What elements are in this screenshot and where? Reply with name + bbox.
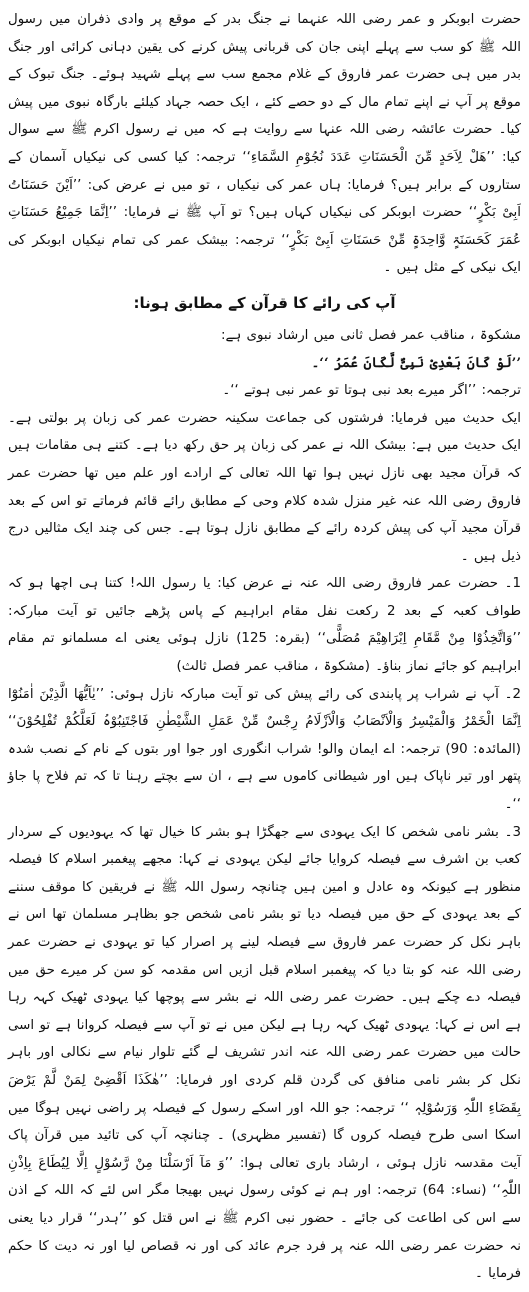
hadith-arabic: ’’لَوْ کَانَ بَعْدِیْ نَبِیٌّ لَّکَانَ عُمَرُ ‘‘۔: [311, 354, 521, 371]
example-item-2: 2۔ آپ نے شراب پر پابندی کی رائے پیش کی تو آیت مبارکہ نازل ہوئی: ’’یٰاَیُّھَا الَّذِیْنَ اٰمَنُوْٓا اِنَّمَا الْخَمْرُ وَالْمَیْسِرُ وَالْاَنْصَابُ وَالْاَزْلَامُ رِجْسٌ مِّنْ عَمَلِ الشَّیْطٰنِ فَاجْتَنِبُوْہُ لَعَلَّکُمْ تُفْلِحُوْنَ‘‘ (المائدہ: 90) ترجمہ: اے ایمان والو! شراب انگوری اور جوا اور بتوں کے نام کے نصب شدہ پتھر اور تیر ناپاک ہیں اور شیطانی کاموں سے ہے ، ان سے بچتے رہنا تا کہ تم فلاح پا جاؤ ‘‘۔: [8, 686, 521, 813]
citation-line: مشکوۃ ، مناقب عمر فصل ثانی میں ارشاد نبوی ہے:: [221, 327, 521, 343]
example-item-1: 1۔ حضرت عمر فاروق رضی اللہ عنہ نے عرض کیا: یا رسول اللہ! کتنا ہی اچھا ہو کہ طواف کعبہ کے بعد 2 رکعت نفل مقام ابراہیم کے پاس پڑھے جائیں تو آیت مبارکہ: ’’وَاتَّخِذُوْا مِنْ مَّقَامِ اِبْرَاھِیْمَ مُصَلًّی‘‘ (بقرہ: 125) نازل ہوئی یعنی اے مسلمانو تم مقام ابراہیم کو جائے نماز بناؤ۔ (مشکوۃ ، مناقب عمر فصل ثالث): [8, 576, 521, 675]
body-paragraph: ایک حدیث میں فرمایا: فرشتوں کی جماعت سکینہ حضرت عمر کی زبان پر بولتی ہے۔ ایک حدیث میں ہے: بیشک اللہ نے عمر کی زبان پر حق رکھ دیا ہے۔ کتنے ہی مقامات ہیں کہ قرآن مجید بھی نازل نہیں ہوا تھا اللہ تعالی کے ارادے اور علم میں تھا حضرت عمر فاروق رضی اللہ عنہ غیر منزل شدہ کلام وحی کے مطابق رائے قائم فرماتے تو اس کے بعد قرآن مجید آپ کی پیش کردہ رائے کے مطابق نازل ہوتا ہے۔ جس کی چند ایک مثالیں درج ذیل ہیں ۔: [8, 410, 521, 564]
section-heading: آپ کی رائے کا قرآن کے مطابق ہونا:: [133, 293, 396, 312]
hadith-translation: ترجمہ: ’’اگر میرے بعد نبی ہوتا تو عمر نبی ہوتے ‘‘۔: [222, 383, 521, 399]
intro-paragraph: حضرت ابوبکر و عمر رضی اللہ عنہما نے جنگ بدر کے موقع پر وادی ذفران میں رسول اللہ ﷺ کو سب سے پہلے اپنی جان کی قربانی پیش کرنے کی یقین دہانی کرائی اور جنگ بدر میں ہی حضرت عمر فاروق کے غلام مجمع سب سے پہلے شہید ہوئے۔ جنگ تبوک کے موقع پر آپ نے اپنے تمام مال کے دو حصے کئے ، ایک حصہ جہاد کیلئے بارگاہ نبوی میں پیش کیا۔ حضرت عائشہ رضی اللہ عنہا سے روایت ہے کہ میں نے رسول اکرم ﷺ سے سوال کیا: ’’ھَلْ لِاَحَدٍ مِّنَ الْحَسَنَاتِ عَدَدَ نُجُوْمِ السَّمَاءِ‘‘ ترجمہ: کیا کسی کی نیکیاں آسمان کے ستاروں کے برابر ہیں؟ فرمایا: ہاں عمر کی نیکیاں ، تو میں نے عرض کی: ’’اَیْنَ حَسَنَاتُ اَبِیْ بَکْرٍ‘‘ حضرت ابوبکر کی نیکیاں کہاں ہیں؟ تو آپ ﷺ نے فرمایا: ’’اِنَّمَا جَمِیْعُ حَسَنَاتِ عُمَرَ کَحَسَنَۃٍ وَّاحِدَۃٍ مِّنْ حَسَنَاتِ اَبِیْ بَکْرٍ‘‘ ترجمہ: بیشک عمر کی تمام نیکیاں ابوبکر کی ایک نیکی کے مثل ہیں ۔: [8, 12, 521, 276]
example-item-3: 3۔ بشر نامی شخص کا ایک یہودی سے جھگڑا ہو بشر کا خیال تھا کہ یہودیوں کے سردار کعب بن اشرف سے فیصلہ کروایا جائے لیکن یہودی نے کہا: مجھے پیغمبر اسلام کا فیصلہ منظور ہے کیونکہ وہ عادل و امین ہیں چنانچہ رسول اللہ ﷺ نے فریقین کا موقف سننے کے بعد یہودی کے حق میں فیصلہ دیا تو بشر نامی شخص جو بظاہر مسلمان تھا اس نے باہر نکل کر حضرت عمر فاروق سے فیصلہ لینے پر اصرار کیا تو یہودی نے حضرت عمر رضی اللہ عنہ کو بتا دیا کہ پیغمبر اسلام قبل ازیں اس مقدمہ کو سن کر میرے حق میں فیصلہ دے چکے ہیں۔ حضرت عمر رضی اللہ نے بشر سے پوچھا کیا یہودی ٹھیک کہہ رہا ہے اس نے کہا: یہودی ٹھیک کہہ رہا ہے لیکن میں نے تو آپ سے فیصلہ کروانا ہے تو اسی حالت میں حضرت عمر رضی اللہ عنہ اندر تشریف لے گئے تلوار نیام سے نکالی اور باہر نکل کر بشر نامی منافق کی گردن قلم کردی اور فرمایا: ’’ھٰکَذَا اَقْضِیْ لِمَنْ لَّمْ یَرْضَ بِقَضَاءِ اللّٰہِ وَرَسُوْلِہٖ ‘‘ ترجمہ: جو اللہ اور اسکے رسول کے فیصلہ پر راضی نہیں ہوگا میں اسکا اسی طرح فیصلہ کروں گا (تفسیر مظہری) ۔ چنانچہ آپ کی تائید میں قرآن پاک آیت مقدسہ نازل ہوئی ، ارشاد باری تعالی ہوا: ’’وَ مَآ اَرْسَلْنَا مِنْ رَّسُوْلٍ اِلَّا لِیُطَاعَ بِاِذْنِ اللّٰہِ‘‘ (نساء: 64) ترجمہ: اور ہم نے کوئی رسول نہیں بھیجا مگر اس لئے کہ اللہ کے اذن سے اس کی اطاعت کی جائے ۔ حضور نبی اکرم ﷺ نے اس قتل کو ’’ہدر‘‘ قرار دیا یعنی نہ حضرت عمر رضی اللہ عنہ پر فرد جرم عائد کی اور نہ قصاص لیا اور نہ دیت کا حکم فرمایا ۔: [8, 824, 522, 1282]
